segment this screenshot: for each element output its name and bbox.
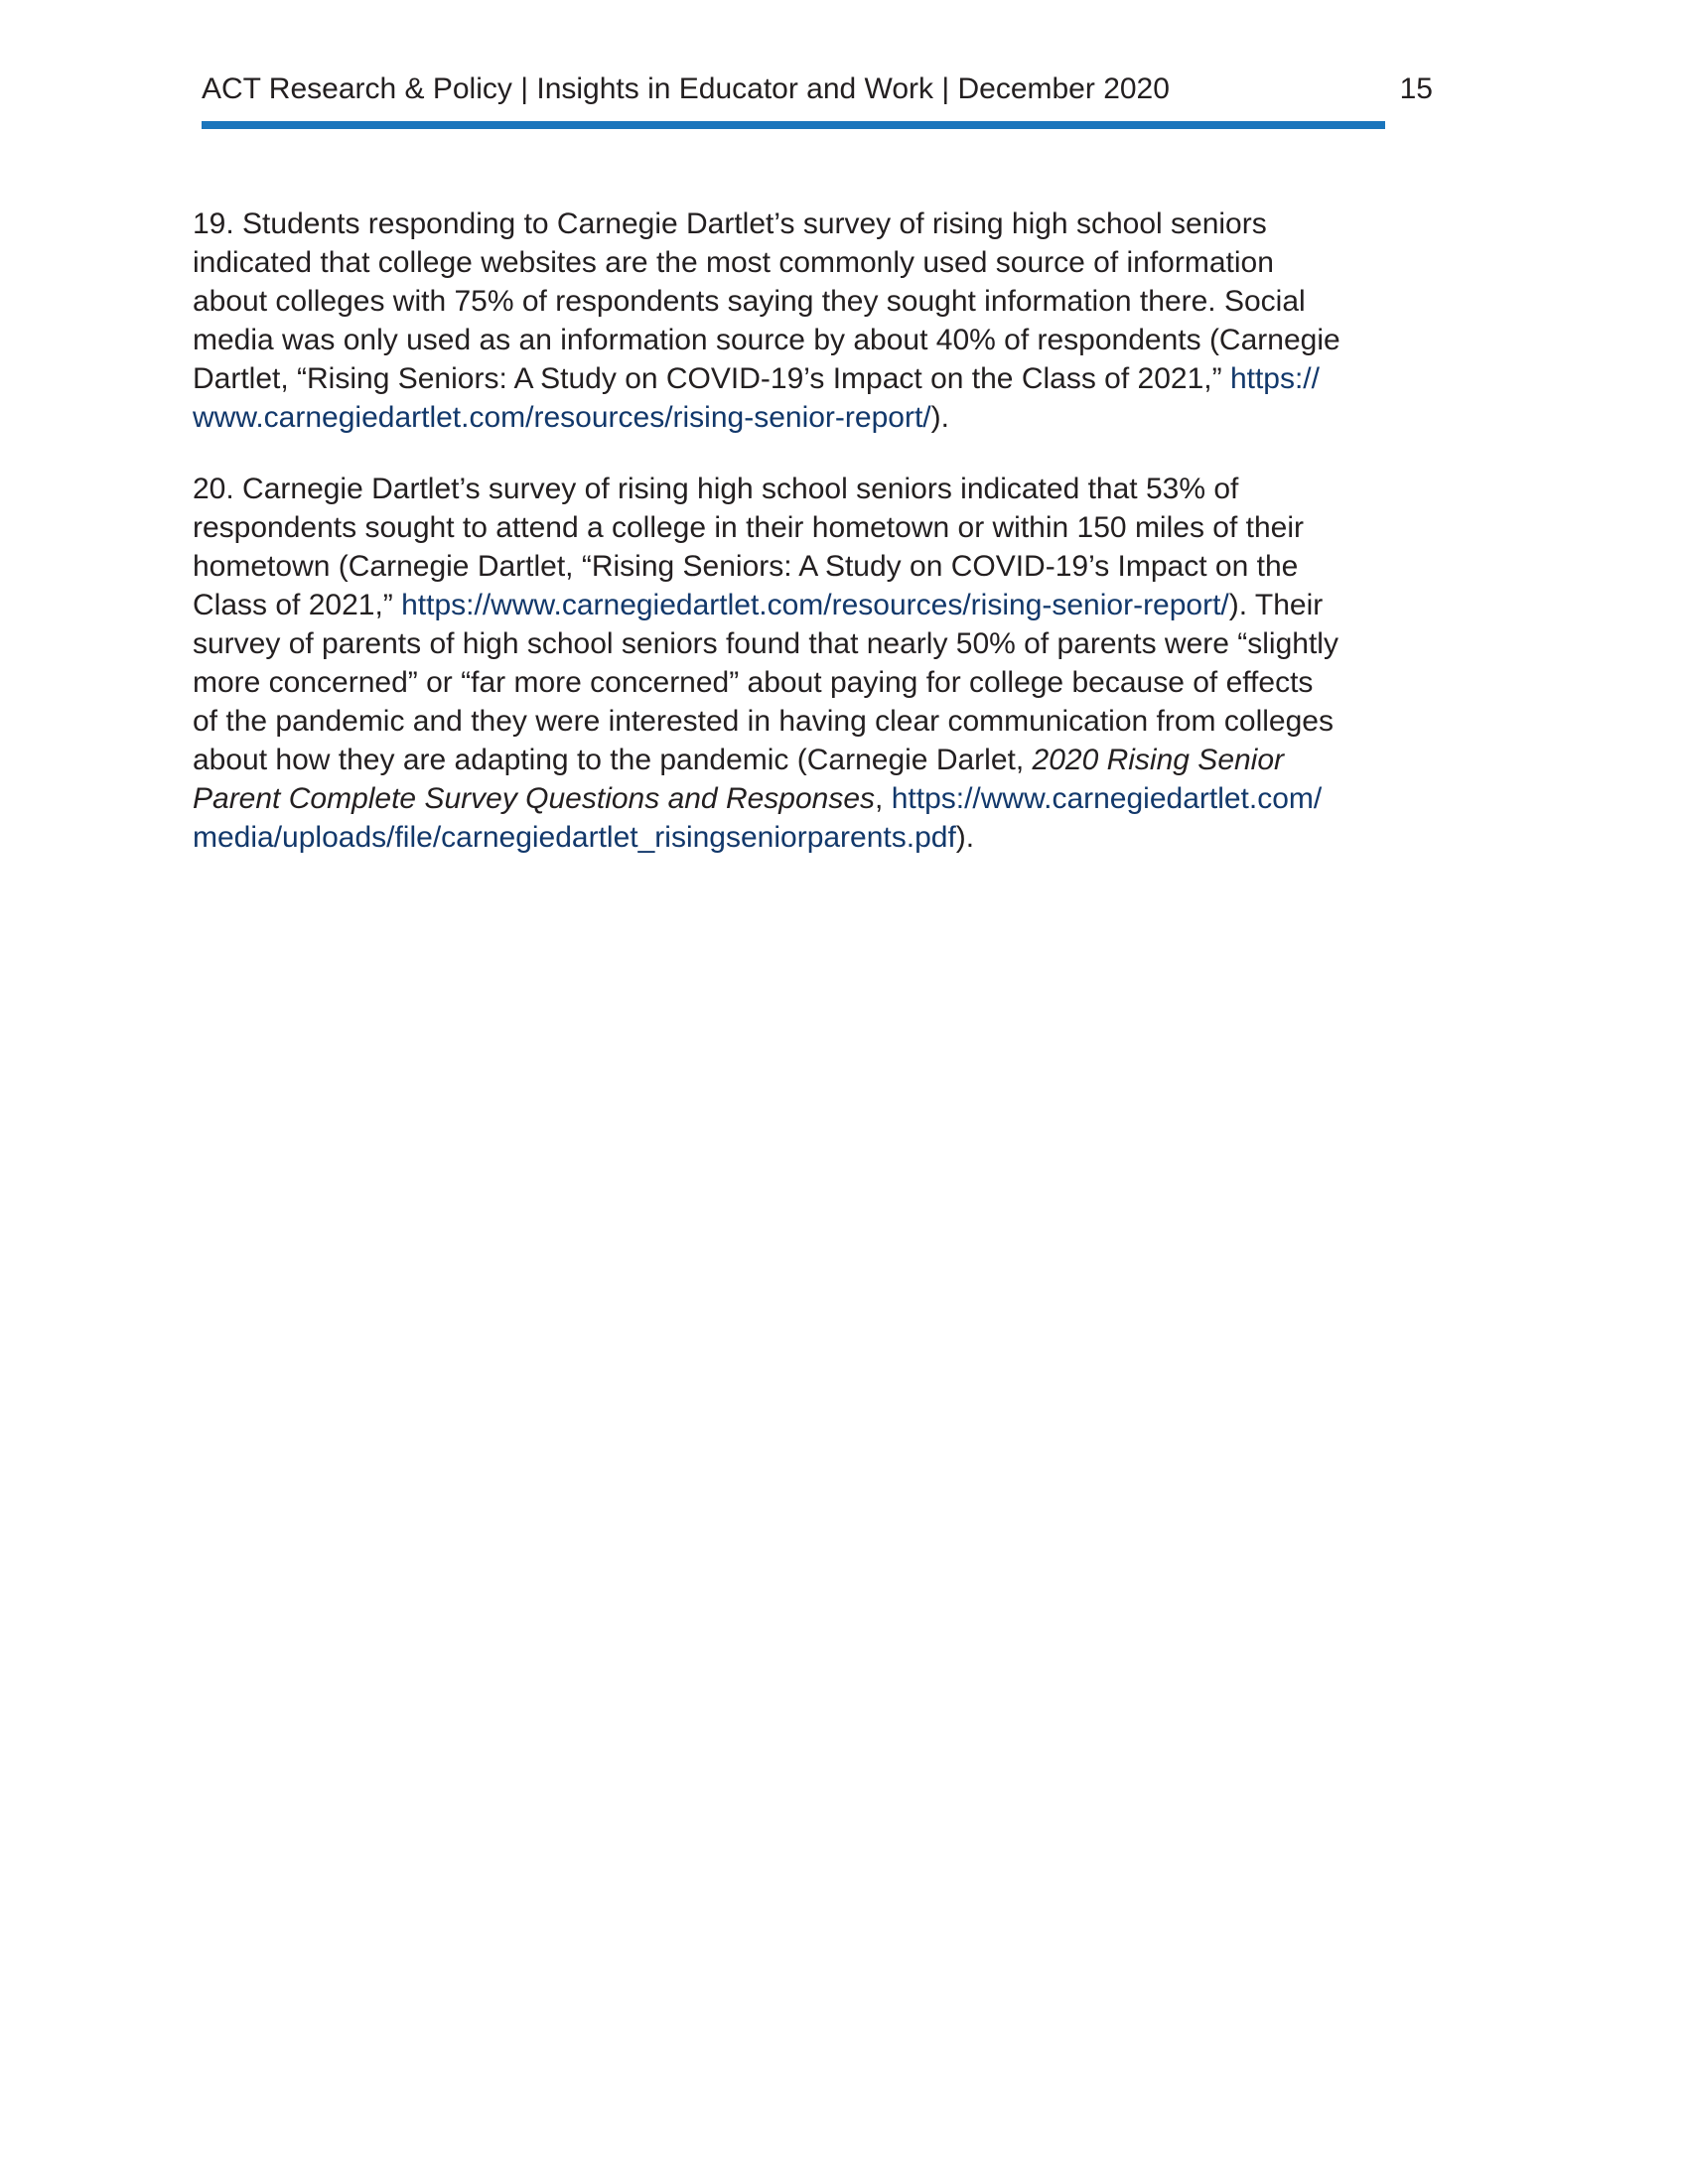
rising-senior-report-link[interactable]: https://www.carnegiedartlet.com/resources/rising-senior-report/ — [401, 589, 1229, 621]
endnote-text: ). — [930, 401, 949, 434]
page-number: 15 — [1399, 72, 1433, 105]
rising-senior-report-link[interactable]: https:// www.carnegiedartlet.com/resources/rising-senior-report/ — [193, 362, 1320, 434]
endnote-20 — [193, 470, 1394, 857]
parents-survey-pdf-link[interactable]: https://www.carnegiedartlet.com/ media/uploads/file/carnegiedartlet_risingseniorparents.pdf — [193, 782, 1323, 854]
endnotes-section — [193, 205, 1394, 889]
endnote-text: , — [875, 782, 892, 815]
endnote-text: ). Their survey of parents of high school seniors found that nearly 50% of parents were “slightly more concerned” or “far more concerned” about paying for college because of effects of the pandemic and they were interested in having clear communication from colleges about how they are adapting to the pandemic (Carnegie Darlet, — [193, 589, 1338, 776]
header-divider — [202, 121, 1385, 129]
endnote-text: 20. Carnegie Dartlet’s survey of rising high school seniors indicated that 53% of respondents sought to attend a college in their hometown or within 150 miles of their hometown (Carnegie Dartlet, “Rising Seniors: A Study on COVID-19’s Impact on the Class of 2021,” — [193, 473, 1304, 621]
page-header — [202, 69, 1433, 109]
endnote-text: 19. Students responding to Carnegie Dartlet’s survey of rising high school seniors indicated that college websites are the most commonly used source of information about colleges with 75% of respondents saying they sought information there. Social media was only used as an information source by about 40% of respondents (Carnegie Dartlet, “Rising Seniors: A Study on COVID-19’s Impact on the Class of 2021,” — [193, 207, 1340, 395]
header-title: ACT Research & Policy | Insights in Educator and Work | December 2020 — [202, 72, 1170, 105]
survey-title-citation: 2020 Rising Senior Parent Complete Survey Questions and Responses — [193, 744, 1285, 815]
endnote-text: ). — [955, 821, 975, 854]
endnote-19 — [193, 205, 1394, 437]
